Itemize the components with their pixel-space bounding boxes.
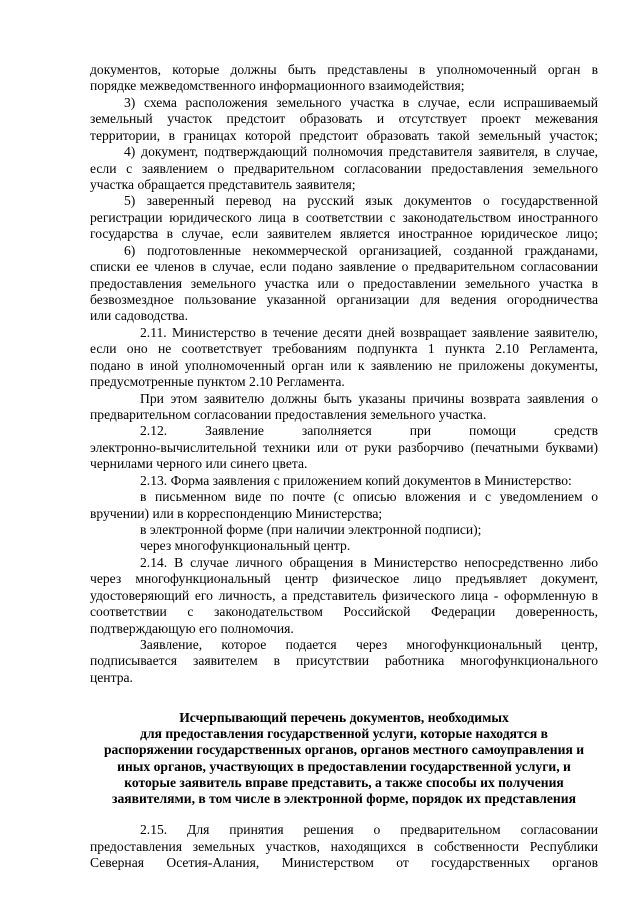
- text-line: чернилами черного или синего цвета.: [90, 456, 308, 471]
- text-line: в электронной форме (при наличии электронной подписи);: [140, 522, 482, 537]
- text-line: подано в иной уполномоченный орган или к заявлению не приложены документы,: [90, 358, 598, 373]
- text-line: списки ее членов в случае, если подано заявление о предварительном согласовании: [90, 259, 598, 274]
- text-line: подтверждающую его полномочия.: [90, 621, 294, 636]
- heading-line: которые заявитель вправе представить, а также способы их получения: [124, 775, 564, 790]
- heading-line: распоряжении государственных органов, органов местного самоуправления и: [103, 742, 585, 757]
- text-line: вручении) или в корреспонденцию Министерства;: [90, 506, 383, 521]
- text-line: или садоводства.: [90, 308, 188, 323]
- text-line: Заявление, которое подается через многофункциональный центр,: [140, 637, 598, 652]
- text-line: 2.14. В случае личного обращения в Министерство непосредственно либо: [140, 555, 598, 570]
- text-line: соответствии с законодательством Российской Федерации доверенность,: [90, 604, 598, 619]
- text-line: документов, которые должны быть представлены в уполномоченный орган в: [90, 62, 598, 77]
- text-line: государства в случае, если заявителем является иностранное юридическое лицо;: [90, 226, 598, 241]
- text-line: 4) документ, подтверждающий полномочия представителя заявителя, в случае,: [124, 144, 598, 159]
- text-line: предусмотренные пунктом 2.10 Регламента.: [90, 374, 345, 389]
- text-line: удостоверяющий его личность, а представитель физического лица - оформленную в: [90, 588, 598, 603]
- heading-line: Исчерпывающий перечень документов, необходимых: [179, 710, 509, 725]
- text-line: 2.12. Заявление заполняется при помощи средств: [140, 423, 598, 438]
- text-line: если с заявлением о предварительном согласовании предоставления земельного: [90, 161, 598, 176]
- text-line: через многофункциональный центр физическое лицо предъявляет документ,: [90, 571, 598, 586]
- text-line: 5) заверенный перевод на русский язык документов о государственной: [124, 193, 598, 208]
- text-line: предоставления земельного участка или о предоставлении земельного участка в: [90, 276, 598, 291]
- text-line: участка обращается представитель заявителя;: [90, 177, 356, 192]
- text-line: 2.13. Форма заявления с приложением копий документов в Министерство:: [140, 473, 572, 488]
- text-line: 3) схема расположения земельного участка в случае, если испрашиваемый: [124, 95, 598, 110]
- text-line: земельный участок предстоит образовать и отсутствует проект межевания: [90, 111, 598, 126]
- text-line: подписывается заявителем в присутствии работника многофункционального: [90, 653, 598, 668]
- text-line: через многофункциональный центр.: [140, 538, 351, 553]
- text-line: Северная Осетия-Алания, Министерством от государственных органов: [90, 855, 598, 870]
- text-line: порядке межведомственного информационного взаимодействия;: [90, 78, 465, 93]
- text-line: При этом заявителю должны быть указаны причины возврата заявления о: [140, 391, 598, 406]
- text-line: если оно не соответствует требованиям подпункта 1 пункта 2.10 Регламента,: [90, 341, 598, 356]
- text-line: безвозмездное пользование указанной организации для ведения огородничества: [90, 292, 598, 307]
- text-line: предоставления земельных участков, находящихся в собственности Республики: [90, 839, 598, 854]
- text-line: 2.15. Для принятия решения о предварительном согласовании: [140, 822, 598, 837]
- heading-line: для предоставления государственной услуги, которые находятся в: [140, 726, 548, 741]
- text-line: электронно-вычислительной техники или от руки разборчиво (печатными буквами): [90, 440, 598, 455]
- text-line: 6) подготовленные некоммерческой организацией, созданной гражданами,: [124, 243, 598, 258]
- text-line: 2.11. Министерство в течение десяти дней возвращает заявление заявителю,: [140, 325, 598, 340]
- text-line: центра.: [90, 670, 133, 685]
- text-line: в письменном виде по почте (с описью вложения и с уведомлением о: [140, 489, 598, 504]
- heading-line: заявителями, в том числе в электронной форме, порядок их представления: [112, 791, 576, 806]
- text-line: территории, в границах которой предстоит образовать такой земельный участок;: [90, 128, 598, 143]
- text-line: регистрации юридического лица в соответствии с законодательством иностранного: [90, 210, 598, 225]
- heading-line: иных органов, участвующих в предоставлении государственной услуги, и: [117, 759, 571, 774]
- text-line: предварительном согласовании предоставления земельного участка.: [90, 407, 487, 422]
